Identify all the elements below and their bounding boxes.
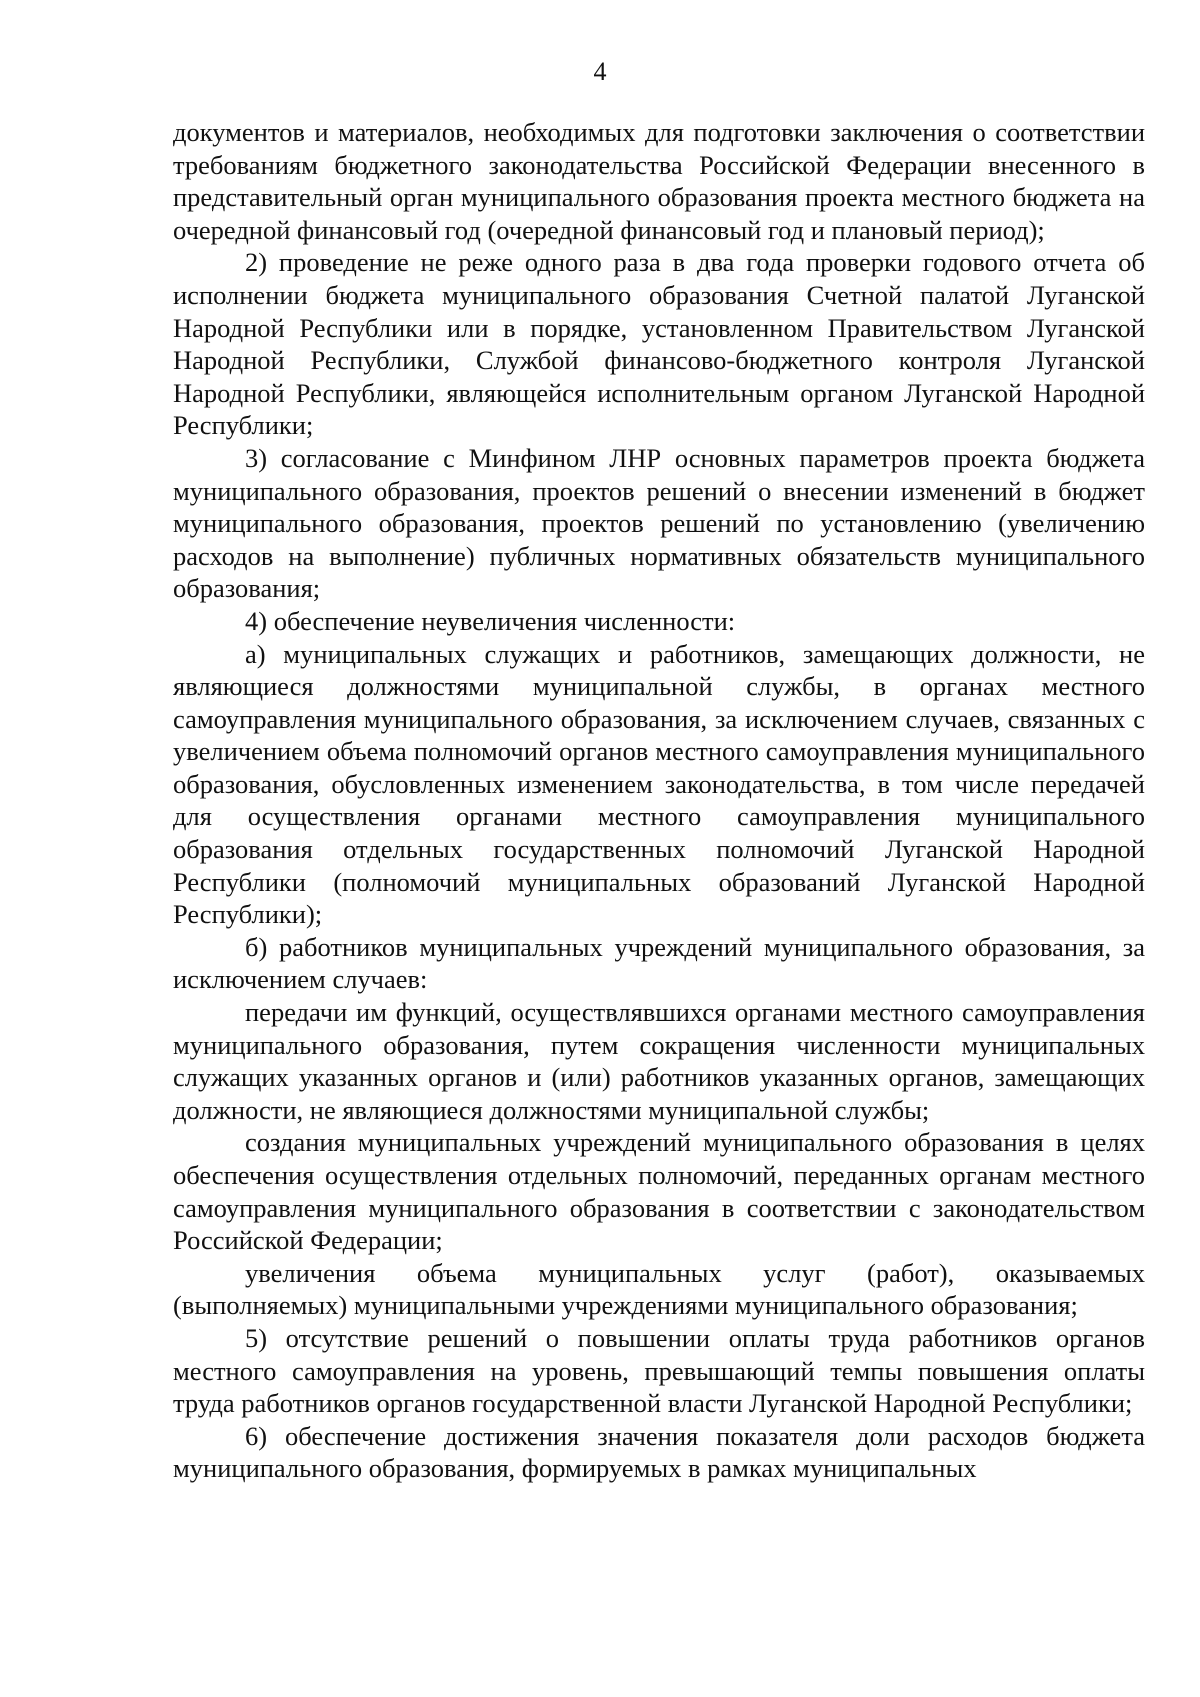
document-body: [173, 116, 1145, 1485]
page-number: 4: [593, 57, 607, 86]
paragraph-continuation: документов и материалов, необходимых для подготовки заключения о соответствии требованиям бюджетного законодательства Российской Федерации внесенного в представительный орган муниципального образования проекта местного бюджета на очередной финансовый год (очередной финансовый год и плановый период);: [173, 117, 1145, 245]
paragraph-item-5: 5) отсутствие решений о повышении оплаты труда работников органов местного самоуправления на уровень, превышающий темпы повышения оплаты труда работников органов государственной власти Луганской Народной Республики;: [173, 1322, 1145, 1419]
paragraph-exception-transfer: передачи им функций, осуществлявшихся органами местного самоуправления муниципального образования, путем сокращения численности муниципальных служащих указанных органов и (или) работников указанных органов, замещающих должности, не являющиеся должностями муниципальной службы;: [173, 997, 1145, 1125]
paragraph-item-3: 3) согласование с Минфином ЛНР основных параметров проекта бюджета муниципального образования, проектов решений о внесении изменений в бюджет муниципального образования, проектов решений по установлению (увеличению расходов на выполнение) публичных нормативных обязательств муниципального образования;: [173, 442, 1145, 604]
paragraph-item-4a: а) муниципальных служащих и работников, замещающих должности, не являющиеся должностями муниципальной службы, в органах местного самоуправления муниципального образования, за исключением случаев, связанных с увеличением объема полномочий органов местного самоуправления муниципального образования, обусловленных изменением законодательства, в том числе передачей для осуществления органами местного самоуправления муниципального образования отдельных государственных полномочий Луганской Народной Республики (полномочий муниципальных образований Луганской Народной Республики);: [173, 638, 1145, 930]
paragraph-item-2: 2) проведение не реже одного раза в два года проверки годового отчета об исполнении бюджета муниципального образования Счетной палатой Луганской Народной Республики или в порядке, установленном Правительством Луганской Народной Республики, Службой финансово-бюджетного контроля Луганской Народной Республики, являющейся исполнительным органом Луганской Народной Республики;: [173, 247, 1145, 441]
paragraph-item-4b: б) работников муниципальных учреждений муниципального образования, за исключением случаев:: [173, 931, 1145, 995]
paragraph-item-4: 4) обеспечение неувеличения численности:: [245, 605, 736, 636]
paragraph-exception-increase: увеличения объема муниципальных услуг (работ), оказываемых (выполняемых) муниципальными учреждениями муниципального образования;: [173, 1257, 1145, 1321]
paragraph-exception-creation: создания муниципальных учреждений муниципального образования в целях обеспечения осуществления отдельных полномочий, переданных органам местного самоуправления муниципального образования в соответствии с законодательством Российской Федерации;: [173, 1127, 1145, 1256]
paragraph-item-6: 6) обеспечение достижения значения показателя доли расходов бюджета муниципального образования, формируемых в рамках муниципальных: [173, 1420, 1145, 1484]
